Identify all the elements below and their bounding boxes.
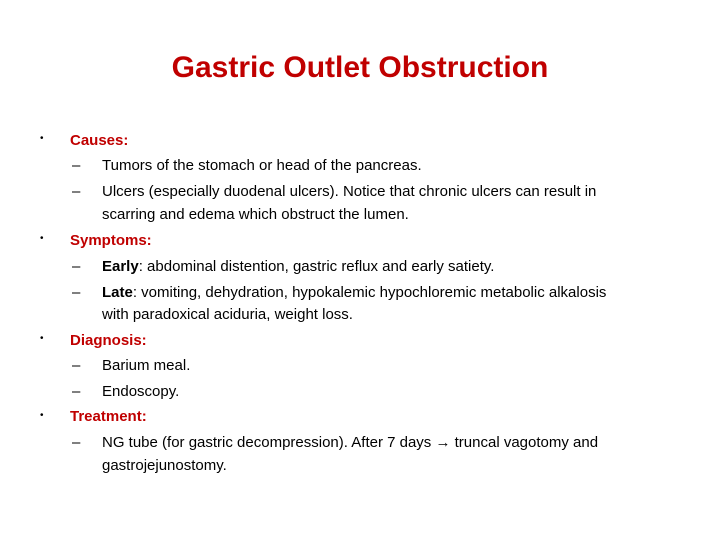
dash-icon: – [72, 258, 81, 275]
term-early: Early [102, 258, 139, 275]
list-item-continuation: with paradoxical aciduria, weight loss. [102, 306, 353, 323]
list-item: NG tube (for gastric decompression). After 7 days → truncal vagotomy and [102, 434, 599, 451]
bullet-icon: • [40, 410, 44, 421]
list-item [102, 256, 682, 278]
term-late: Late [102, 284, 133, 301]
item-text: : vomiting, dehydration, hypokalemic hypochloremic metabolic alkalosis [132, 284, 607, 301]
dash-icon: – [72, 157, 81, 174]
section-heading-symptoms: Symptoms: [70, 232, 152, 249]
list-item-continuation: gastrojejunostomy. [102, 457, 227, 474]
bullet-icon: • [40, 333, 44, 344]
dash-icon: – [72, 434, 81, 451]
item-text: : abdominal distention, gastric reflux and early satiety. [138, 258, 495, 275]
dash-icon: – [72, 284, 81, 301]
list-item [102, 282, 682, 304]
list-item-continuation: scarring and edema which obstruct the lumen. [102, 206, 409, 223]
dash-icon: – [72, 357, 81, 374]
list-item: Barium meal. [102, 357, 191, 374]
list-item: Tumors of the stomach or head of the pancreas. [102, 157, 422, 174]
slide-title: Gastric Outlet Obstruction [171, 51, 549, 84]
list-item: Ulcers (especially duodenal ulcers). Notice that chronic ulcers can result in [102, 183, 597, 200]
section-heading-causes: Causes: [70, 132, 129, 149]
bullet-icon: • [40, 133, 44, 144]
dash-icon: – [72, 183, 81, 200]
bullet-icon: • [40, 233, 44, 244]
dash-icon: – [72, 383, 81, 400]
list-item: Endoscopy. [102, 383, 180, 400]
section-heading-diagnosis: Diagnosis: [70, 332, 147, 349]
section-heading-treatment: Treatment: [70, 408, 147, 425]
